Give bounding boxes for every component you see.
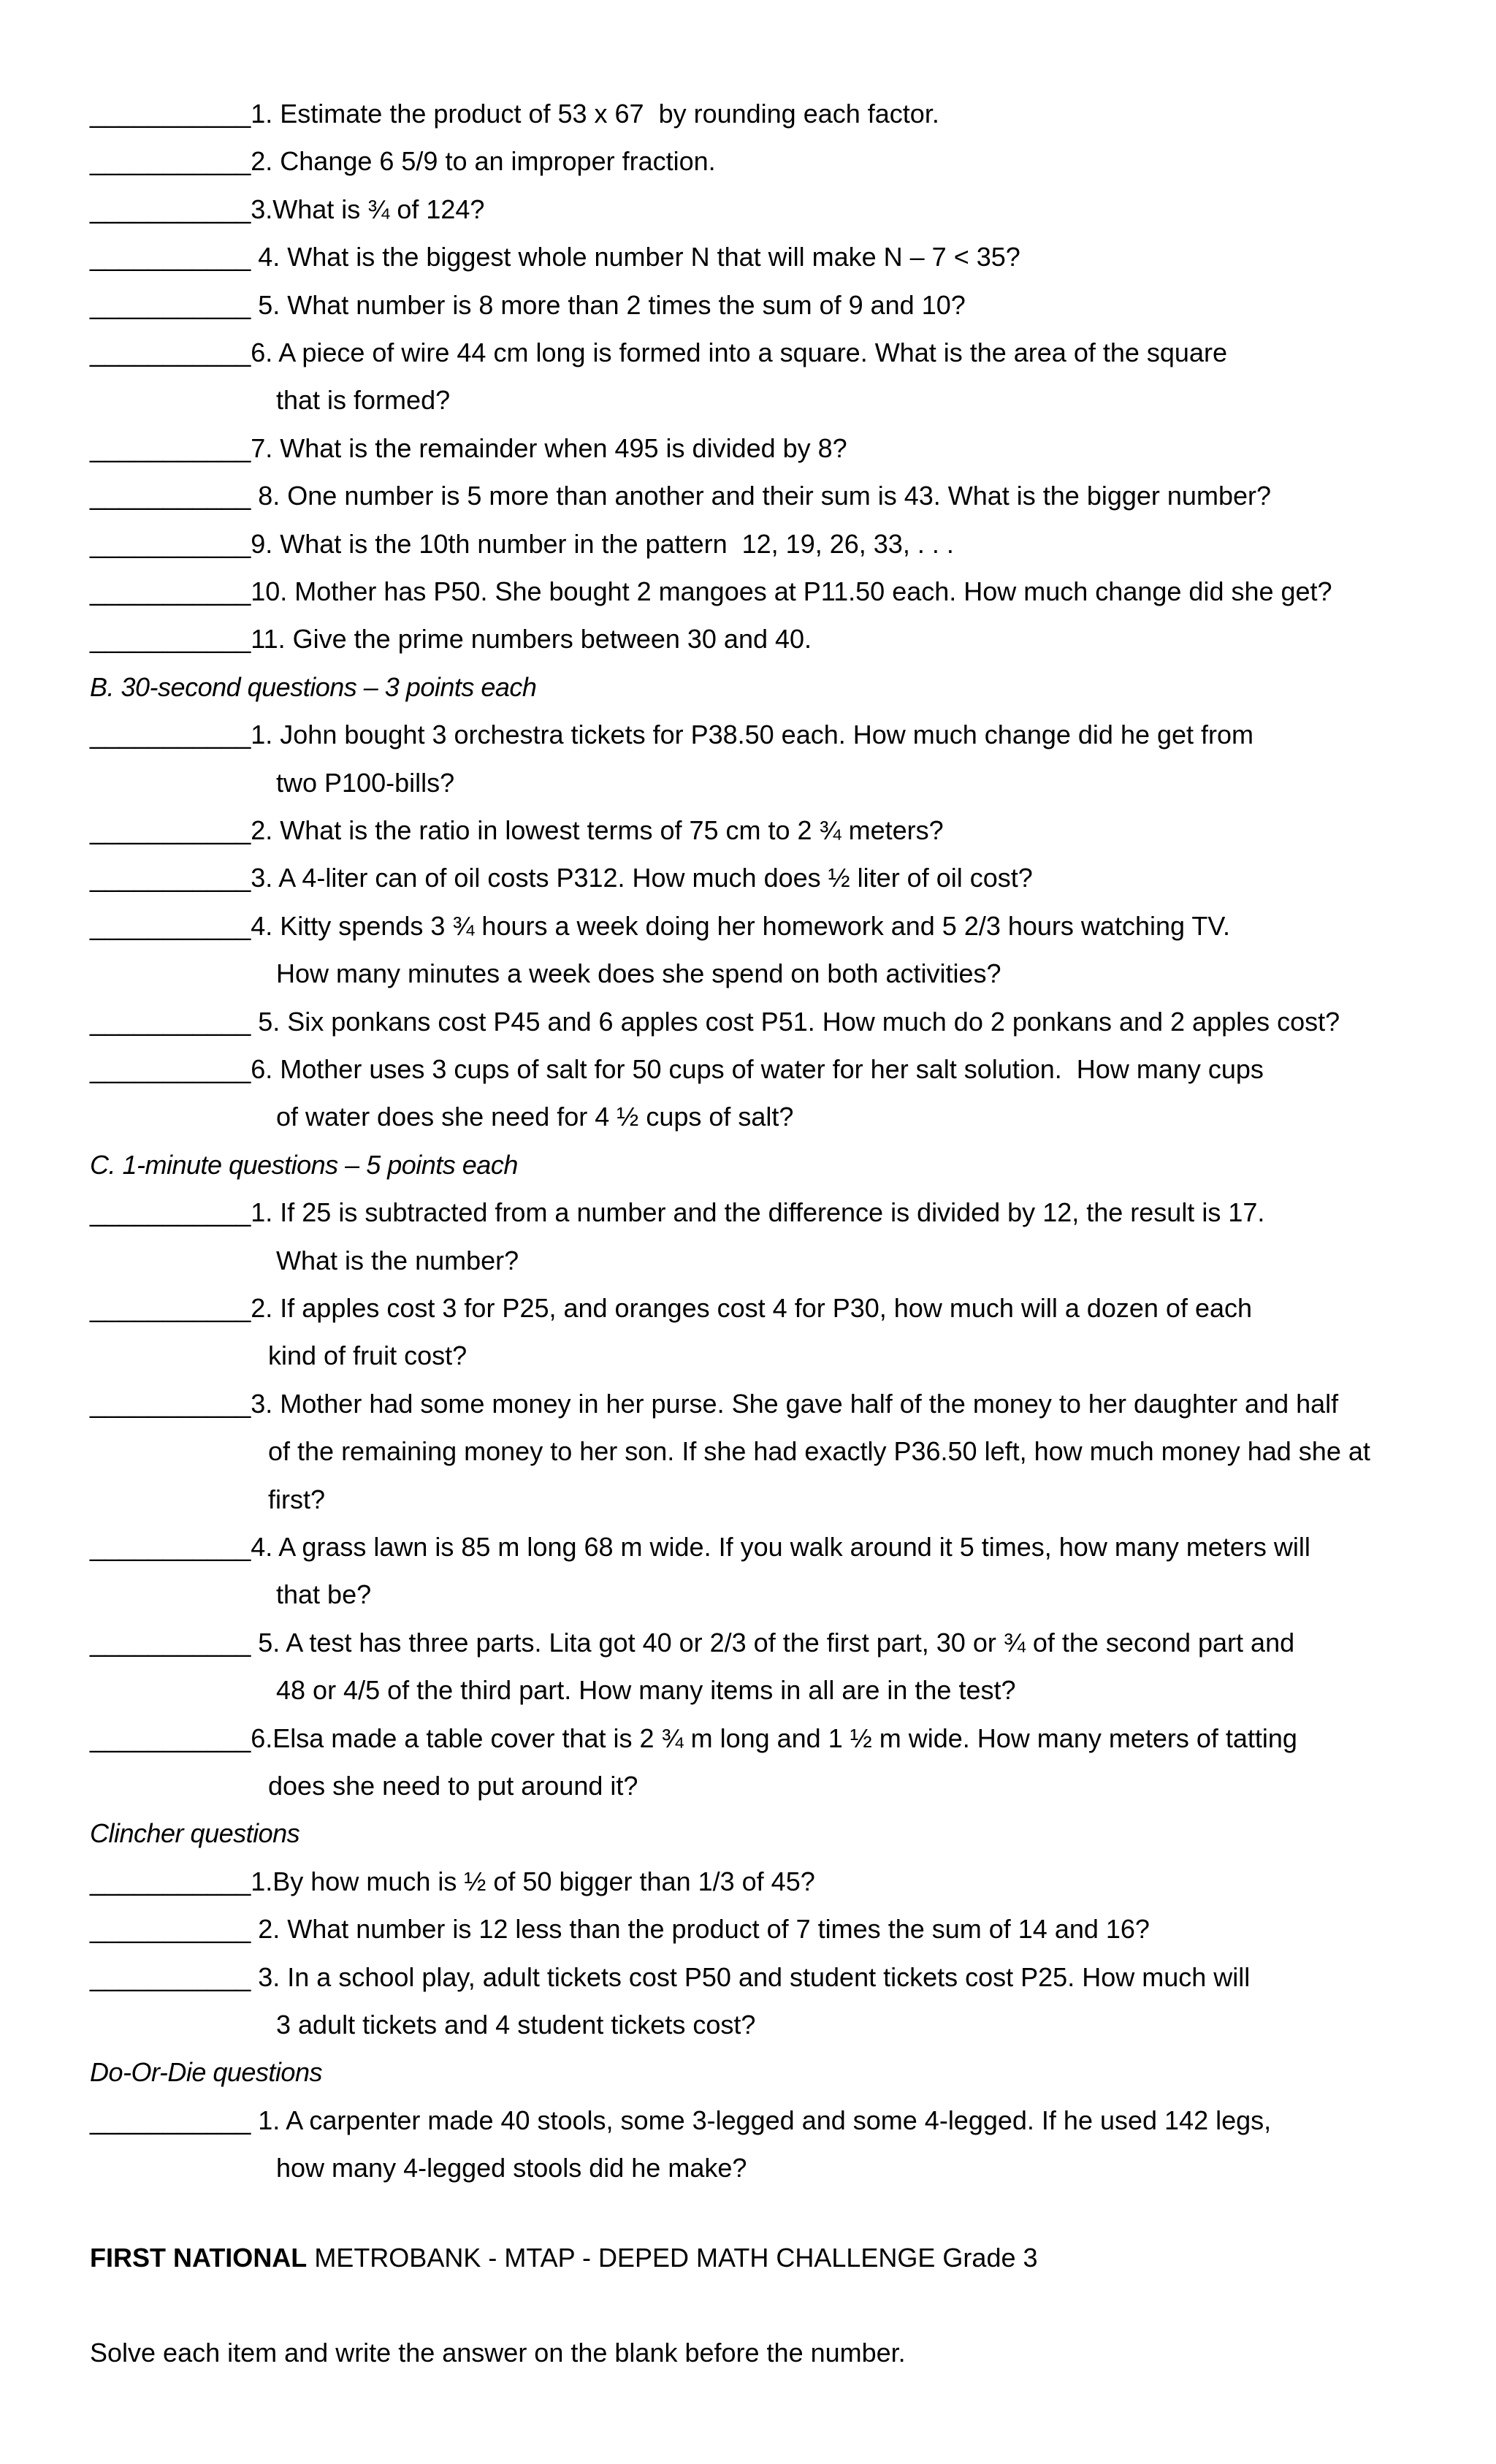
question-text: 8. One number is 5 more than another and their sum is 43. What is the bigger number? — [251, 481, 1271, 511]
question-continuation — [268, 1763, 1496, 1809]
question-item — [90, 569, 1463, 614]
question-item — [90, 2098, 1463, 2143]
question-text: 9. What is the 10th number in the pattern 12, 19, 26, 33, . . . — [251, 529, 954, 559]
answer-blank[interactable]: ___________ — [90, 1389, 251, 1419]
question-item — [90, 1859, 1463, 1904]
question-text: 3. In a school play, adult tickets cost P50 and student tickets cost P25. How much will — [251, 1962, 1251, 1992]
question-text: 2. Change 6 5/9 to an improper fraction. — [251, 146, 716, 176]
answer-blank[interactable]: ___________ — [90, 1962, 251, 1992]
question-item — [90, 1955, 1463, 2000]
question-text: 6. Mother uses 3 cups of salt for 50 cups of water for her salt solution. How many cups — [251, 1054, 1264, 1084]
question-text: 7. What is the remainder when 495 is divided by 8? — [251, 433, 847, 463]
question-continuation — [276, 2145, 1496, 2191]
question-item — [90, 1716, 1463, 1761]
section-heading — [90, 1143, 1463, 1188]
question-item — [90, 522, 1463, 567]
answer-blank[interactable]: ___________ — [90, 337, 251, 367]
question-continuation — [268, 1333, 1496, 1378]
answer-blank[interactable]: ___________ — [90, 1532, 251, 1562]
question-continuation — [276, 1094, 1496, 1140]
question-text: 6. A piece of wire 44 cm long is formed into a square. What is the area of the square — [251, 337, 1227, 367]
section-heading — [90, 1811, 1463, 1856]
question-item — [90, 473, 1463, 519]
answer-blank[interactable]: ___________ — [90, 481, 251, 511]
question-text: of the remaining money to her son. If she had exactly P36.50 left, how much money had she at — [268, 1436, 1370, 1466]
question-item — [90, 1381, 1463, 1427]
answer-blank[interactable]: ___________ — [90, 529, 251, 559]
question-text: What is the number? — [276, 1246, 519, 1275]
question-text: 3.What is ¾ of 124? — [251, 194, 485, 224]
question-text: that be? — [276, 1579, 372, 1609]
question-item — [90, 91, 1463, 137]
answer-blank[interactable]: ___________ — [90, 1914, 251, 1944]
question-text: 2. What is the ratio in lowest terms of 75 cm to 2 ¾ meters? — [251, 815, 944, 845]
answer-blank[interactable]: ___________ — [90, 290, 251, 320]
question-text: 3 adult tickets and 4 student tickets cost? — [276, 2010, 756, 2040]
question-text: 5. Six ponkans cost P45 and 6 apples cost P51. How much do 2 ponkans and 2 apples cost? — [251, 1007, 1340, 1037]
question-item — [90, 1907, 1463, 1952]
question-text: 3. A 4-liter can of oil costs P312. How much does ½ liter of oil cost? — [251, 863, 1033, 893]
section-heading — [90, 665, 1463, 710]
section-heading-text: C. 1-minute questions – 5 points each — [90, 1150, 518, 1180]
answer-blank[interactable]: ___________ — [90, 1723, 251, 1753]
question-text: 2. What number is 12 less than the product of 7 times the sum of 14 and 16? — [251, 1914, 1150, 1944]
question-text: 10. Mother has P50. She bought 2 mangoes at P11.50 each. How much change did she get? — [251, 576, 1332, 606]
answer-blank[interactable]: ___________ — [90, 242, 251, 272]
answer-blank[interactable]: ___________ — [90, 1197, 251, 1227]
answer-blank[interactable]: ___________ — [90, 1866, 251, 1896]
question-continuation — [276, 951, 1496, 996]
question-text: 1. If 25 is subtracted from a number and the difference is divided by 12, the result is 17. — [251, 1197, 1265, 1227]
section-heading — [90, 2050, 1463, 2095]
question-item — [90, 999, 1463, 1045]
question-continuation — [276, 1668, 1496, 1713]
answer-blank[interactable]: ___________ — [90, 720, 251, 750]
question-text: kind of fruit cost? — [268, 1340, 468, 1370]
answer-blank[interactable]: ___________ — [90, 99, 251, 129]
question-text: does she need to put around it? — [268, 1771, 638, 1801]
question-item — [90, 330, 1463, 375]
question-item — [90, 808, 1463, 853]
question-item — [90, 426, 1463, 471]
question-item — [90, 712, 1463, 758]
question-item — [90, 904, 1463, 949]
answer-blank[interactable]: ___________ — [90, 576, 251, 606]
question-text: 2. If apples cost 3 for P25, and oranges cost 4 for P30, how much will a dozen of each — [251, 1293, 1253, 1323]
question-text: 5. What number is 8 more than 2 times the sum of 9 and 10? — [251, 290, 966, 320]
question-text: first? — [268, 1484, 326, 1514]
question-continuation — [268, 1477, 1496, 1522]
section-heading-text: Clincher questions — [90, 1818, 300, 1848]
question-text: How many minutes a week does she spend on both activities? — [276, 958, 1001, 988]
contest-title — [90, 2235, 1463, 2281]
answer-blank[interactable]: ___________ — [90, 624, 251, 654]
question-item — [90, 1525, 1463, 1570]
question-text: 1. John bought 3 orchestra tickets for P38.50 each. How much change did he get from — [251, 720, 1254, 750]
question-item — [90, 283, 1463, 328]
question-continuation — [268, 1429, 1496, 1474]
question-continuation — [276, 1238, 1496, 1284]
question-text: 5. A test has three parts. Lita got 40 or 2/3 of the first part, 30 or ¾ of the second part and — [251, 1628, 1295, 1658]
answer-blank[interactable]: ___________ — [90, 815, 251, 845]
answer-blank[interactable]: ___________ — [90, 194, 251, 224]
answer-blank[interactable]: ___________ — [90, 433, 251, 463]
instruction-text: Solve each item and write the answer on the blank before the number. — [90, 2338, 906, 2368]
question-text: 3. Mother had some money in her purse. She gave half of the money to her daughter and half — [251, 1389, 1339, 1419]
question-text: 1.By how much is ½ of 50 bigger than 1/3 of 45? — [251, 1866, 815, 1896]
question-text: 4. Kitty spends 3 ¾ hours a week doing her homework and 5 2/3 hours watching TV. — [251, 911, 1231, 941]
question-item — [90, 1047, 1463, 1092]
question-text: how many 4-legged stools did he make? — [276, 2153, 747, 2183]
contest-title-bold: FIRST NATIONAL — [90, 2243, 308, 2273]
answer-blank[interactable]: ___________ — [90, 1054, 251, 1084]
question-text: that is formed? — [276, 385, 451, 415]
question-item — [90, 1190, 1463, 1235]
question-text: 4. What is the biggest whole number N that will make N – 7 < 35? — [251, 242, 1020, 272]
question-item — [90, 855, 1463, 901]
section-heading-text: Do-Or-Die questions — [90, 2057, 322, 2087]
question-text: 11. Give the prime numbers between 30 and 40. — [251, 624, 812, 654]
question-text: 4. A grass lawn is 85 m long 68 m wide. If you walk around it 5 times, how many meters will — [251, 1532, 1310, 1562]
question-item — [90, 139, 1463, 184]
section-heading-text: B. 30-second questions – 3 points each — [90, 672, 537, 702]
question-item — [90, 234, 1463, 280]
answer-blank[interactable]: ___________ — [90, 1293, 251, 1323]
answer-blank[interactable]: ___________ — [90, 1628, 251, 1658]
answer-blank[interactable]: ___________ — [90, 2105, 251, 2135]
question-text: 48 or 4/5 of the third part. How many items in all are in the test? — [276, 1675, 1016, 1705]
question-item — [90, 187, 1463, 232]
question-item — [90, 617, 1463, 662]
answer-blank[interactable]: ___________ — [90, 1007, 251, 1037]
contest-title-rest: METROBANK - MTAP - DEPED MATH CHALLENGE Grade 3 — [307, 2243, 1038, 2273]
question-text: 1. Estimate the product of 53 x 67 by rounding each factor. — [251, 99, 939, 129]
question-text: 6.Elsa made a table cover that is 2 ¾ m long and 1 ½ m wide. How many meters of tatting — [251, 1723, 1297, 1753]
answer-blank[interactable]: ___________ — [90, 911, 251, 941]
question-continuation — [276, 760, 1496, 806]
question-item — [90, 1286, 1463, 1331]
question-text: two P100-bills? — [276, 768, 455, 798]
question-item — [90, 1620, 1463, 1666]
question-continuation — [276, 1572, 1496, 1617]
answer-blank[interactable]: ___________ — [90, 146, 251, 176]
question-continuation — [276, 2002, 1496, 2048]
question-text: of water does she need for 4 ½ cups of salt? — [276, 1102, 794, 1132]
answer-blank[interactable]: ___________ — [90, 863, 251, 893]
question-continuation — [276, 378, 1496, 423]
question-text: 1. A carpenter made 40 stools, some 3-legged and some 4-legged. If he used 142 legs, — [251, 2105, 1272, 2135]
